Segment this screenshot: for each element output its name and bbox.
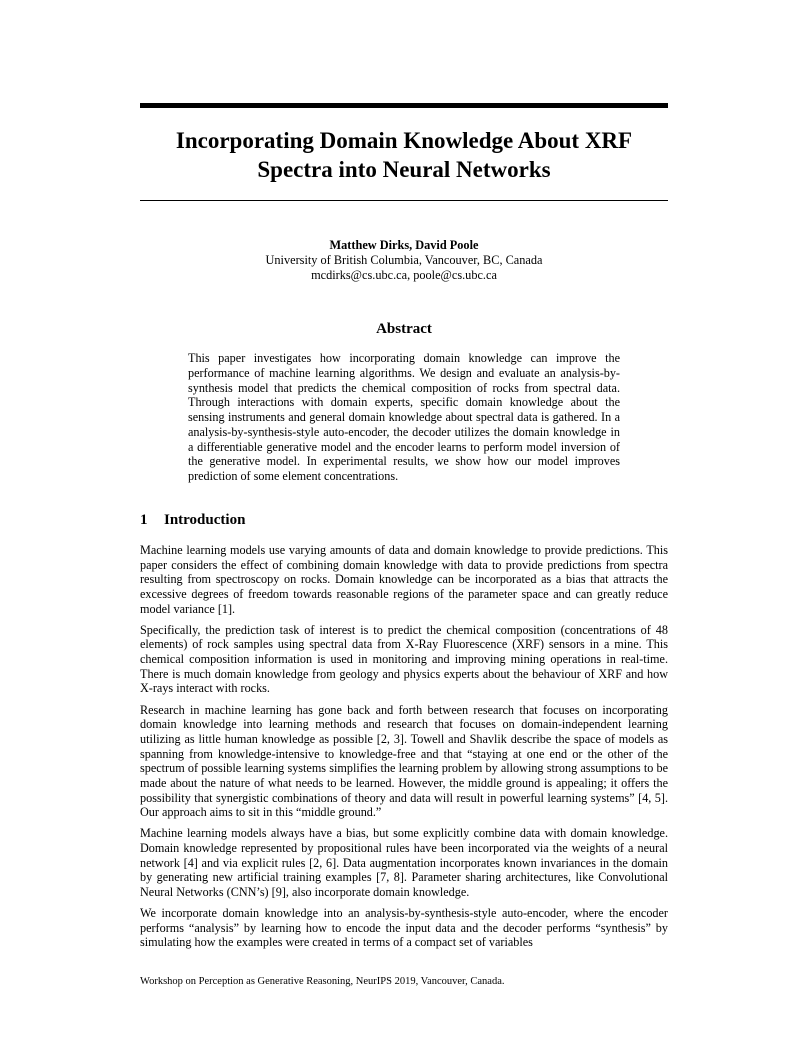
section-title: Introduction <box>164 512 246 528</box>
section-number: 1 <box>140 512 148 528</box>
paragraph: Specifically, the prediction task of interest is to predict the chemical composition (concentrations of 48 elements) of rock samples using spectral data from X-Ray Fluorescence (XRF) sensors in a mine. This chemical composition information is used in monitoring and improving mining operations in real-time. There is much domain knowledge from geology and physics experts about the behaviour of XRF and how X-rays interact with rocks. <box>140 622 668 696</box>
author-affiliation: University of British Columbia, Vancouver, BC, Canada <box>265 252 543 267</box>
author-names: Matthew Dirks, David Poole <box>329 238 479 252</box>
paper-title: Incorporating Domain Knowledge About XRF Spectra into Neural Networks <box>175 128 633 182</box>
paragraph: Machine learning models always have a bias, but some explicitly combine data with domain knowledge. Domain knowledge represented by propositional rules have been incorporated via the weights of a neural network [4] and via explicit rules [2, 6]. Data augmentation incorporates known invariances in the domain by generating new artificial training examples [7, 8]. Parameter sharing architectures, like Convolutional Neural Networks (CNN’s) [9], also incorporate domain knowledge. <box>140 826 668 899</box>
abstract-text: This paper investigates how incorporating domain knowledge can improve the performance of machine learning algorithms. We design and evaluate an analysis-by-synthesis model that predicts the chemical composition of rocks from spectral data. Through interactions with domain experts, specific domain knowledge about the sensing instruments and general domain knowledge about spectral data is gathered. In a analysis-by-synthesis-style auto-encoder, the decoder utilizes the domain knowledge in a differentiable generative model and the encoder learns to perform model inversion of the generative model. In experimental results, we show how our model improves prediction of some element concentrations. <box>188 351 620 483</box>
paragraph: Machine learning models use varying amounts of data and domain knowledge to provide predictions. This paper considers the effect of combining domain knowledge with data to provide predictions from spectra resulting from spectroscopy on rocks. Domain knowledge can be incorporated as a bias that attracts the excessive degrees of freedom towards reasonable regions of the parameter space and can greatly reduce model variance [1]. <box>140 543 668 616</box>
author-block <box>140 238 668 282</box>
page-footer: Workshop on Perception as Generative Reasoning, NeurIPS 2019, Vancouver, Canada. <box>140 976 505 987</box>
author-emails: mcdirks@cs.ubc.ca, poole@cs.ubc.ca <box>311 267 497 282</box>
top-rule <box>140 103 668 108</box>
paragraph: Research in machine learning has gone back and forth between research that focuses on incorporating domain knowledge into learning methods and research that focuses on domain-independent learning utilizing as little human knowledge as possible [2, 3]. Towell and Shavlik describe the space of models as spanning from knowledge-intensive to knowledge-free and that “staying at one end or the other of the spectrum of possible learning systems simplifies the learning problem by allowing strong assumptions to be made about the nature of what needs to be learned. However, the middle ground is appealing; it offers the possibility that synergistic combinations of theory and data will result in powerful learning systems” [4, 5]. Our approach aims to sit in this “middle ground.” <box>140 702 668 820</box>
introduction-body <box>140 543 668 957</box>
title-rule <box>140 200 668 201</box>
paragraph: We incorporate domain knowledge into an analysis-by-synthesis-style auto-encoder, where the encoder performs “analysis” by learning how to encode the input data and the decoder performs “synthesis” by simulating how the examples were created in terms of a compact set of variables <box>140 906 668 950</box>
abstract-heading: Abstract <box>376 321 432 337</box>
section-heading <box>140 511 668 529</box>
